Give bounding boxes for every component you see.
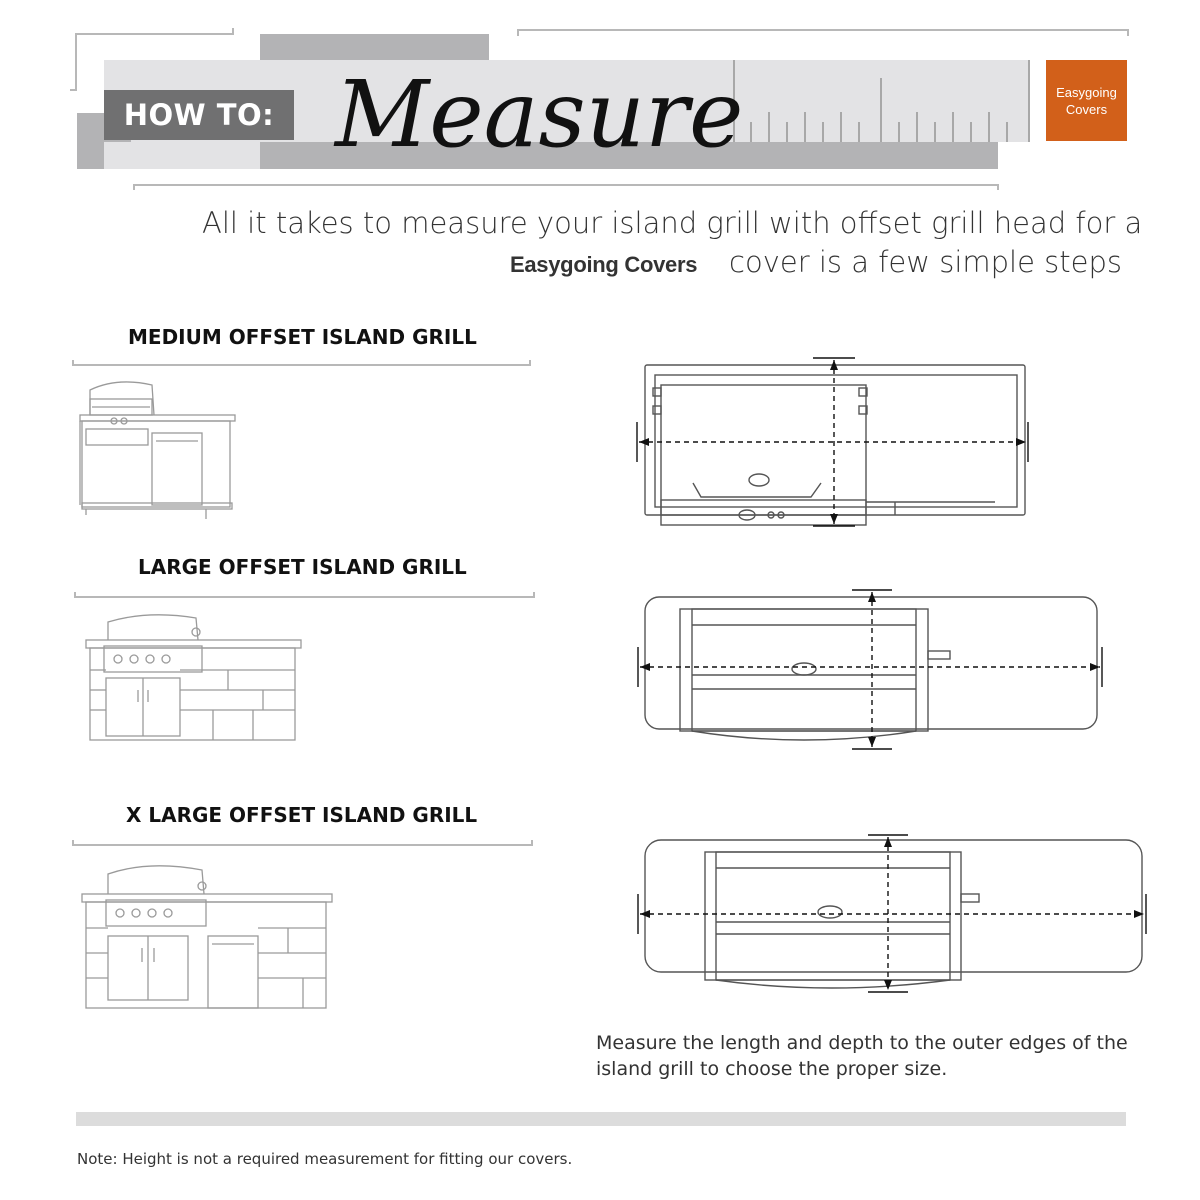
intro-line-1: All it takes to measure your island grill with offset grill head for a: [202, 206, 1143, 240]
section-title-xlarge: X LARGE OFFSET ISLAND GRILL: [126, 803, 478, 827]
measure-instructions: Measure the length and depth to the outer edges of the island grill to choose the proper size.: [596, 1032, 1128, 1080]
section-divider-medium: [72, 360, 542, 370]
top-view-diagram-medium: [625, 350, 1045, 540]
top-view-diagram-xlarge: [630, 830, 1150, 1005]
intro-brand: Easygoing Covers: [510, 252, 698, 277]
logo-line-2: Covers: [1065, 101, 1108, 117]
brand-logo: [1046, 60, 1127, 141]
section-divider-large: [74, 592, 544, 602]
section-divider-xlarge: [72, 840, 542, 850]
grill-illustration-xlarge: [78, 858, 338, 1018]
howto-label: HOW TO:: [104, 90, 294, 140]
grill-illustration-large: [78, 610, 308, 750]
footer-divider: [76, 1112, 1126, 1126]
section-title-medium: MEDIUM OFFSET ISLAND GRILL: [128, 325, 477, 349]
footer-note: Note: Height is not a required measurement for fitting our covers.: [77, 1150, 573, 1168]
section-title-large: LARGE OFFSET ISLAND GRILL: [138, 555, 467, 579]
page-title: Measure: [335, 61, 744, 168]
ruler-ticks: [733, 60, 1033, 150]
intro-line-2: cover is a few simple steps: [729, 245, 1122, 279]
top-view-diagram-large: [630, 585, 1110, 760]
logo-line-1: Easygoing: [1056, 84, 1117, 100]
grill-illustration-medium: [72, 375, 242, 525]
